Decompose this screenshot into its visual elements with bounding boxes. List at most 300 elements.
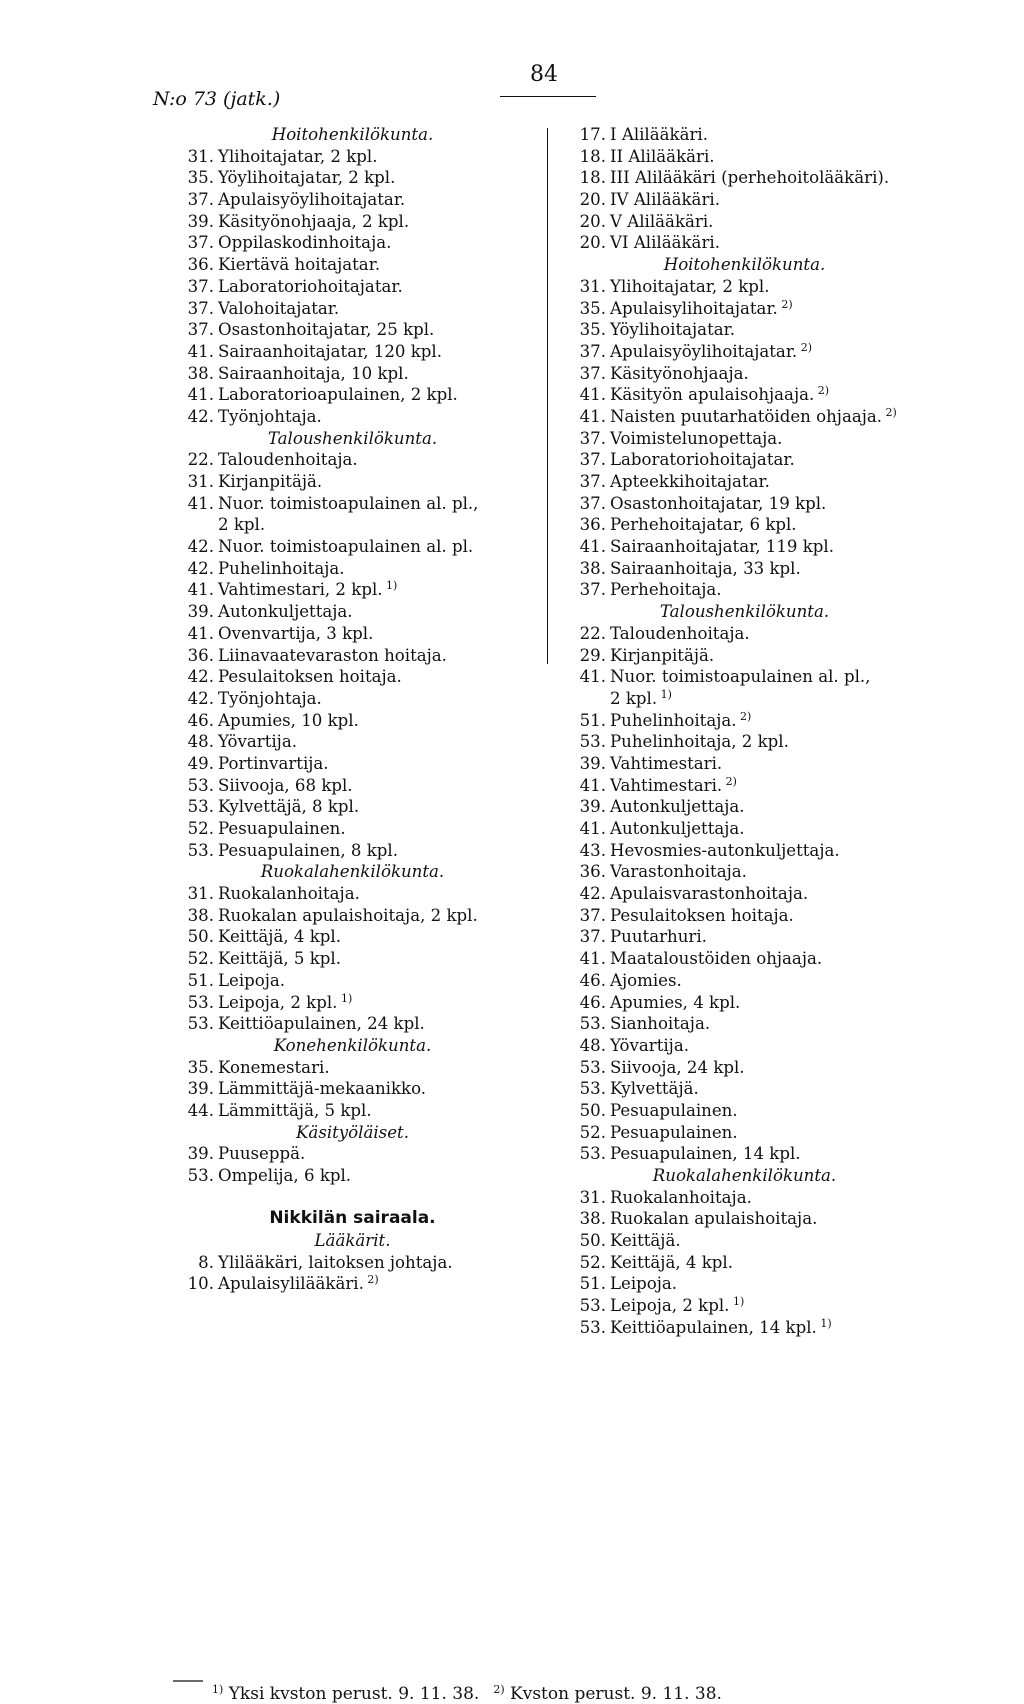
position-title: III Alilääkäri (perhehoitolääkäri). xyxy=(610,168,890,188)
salary-class-number: 52. xyxy=(579,1252,606,1272)
position-title: 2 kpl. $^{1)}$ xyxy=(610,687,672,708)
position-title: Keittiöapulainen, 24 kpl. xyxy=(218,1014,425,1034)
list-item xyxy=(552,775,937,797)
salary-class-number: 31. xyxy=(187,884,214,904)
salary-class-number: 41. xyxy=(579,406,606,426)
list-item xyxy=(160,449,545,471)
page-number: 84 xyxy=(530,62,558,87)
position-title: Laboratorioapulainen, 2 kpl. xyxy=(218,385,458,405)
footnote-mark: 2) xyxy=(797,340,812,354)
list-item xyxy=(160,840,545,862)
footnote-mark: 2) xyxy=(882,405,897,419)
list-item xyxy=(552,883,937,905)
heading-text: Lääkärit. xyxy=(314,1231,391,1251)
list-item xyxy=(552,428,937,450)
salary-class-number: 41. xyxy=(579,775,606,795)
position-title: Taloudenhoitaja. xyxy=(218,450,358,470)
list-item xyxy=(552,493,937,515)
salary-class-number: 41. xyxy=(187,580,214,600)
salary-class-number: 22. xyxy=(187,450,214,470)
salary-class-number: 37. xyxy=(579,580,606,600)
list-item xyxy=(552,363,937,385)
position-title: Ovenvartija, 3 kpl. xyxy=(218,623,374,643)
list-item xyxy=(552,406,937,428)
salary-class-number: 39. xyxy=(187,1144,214,1164)
position-title: Keittiöapulainen, 14 kpl. $^{1)}$ xyxy=(610,1316,832,1337)
footnote-mark: 2) xyxy=(736,709,752,723)
position-title: Sairaanhoitaja, 10 kpl. xyxy=(218,363,409,383)
heading-text: Ruokalahenkilökunta. xyxy=(652,1166,837,1185)
salary-class-number: 37. xyxy=(187,298,214,318)
salary-class-number: 52. xyxy=(579,1122,606,1142)
list-item xyxy=(552,579,937,601)
list-item xyxy=(552,1122,937,1144)
list-item xyxy=(160,319,545,341)
list-item xyxy=(160,948,545,970)
list-item xyxy=(160,146,545,168)
salary-class-number: 38. xyxy=(187,363,214,383)
position-title: Pesuapulainen, 14 kpl. xyxy=(610,1144,801,1164)
section-heading xyxy=(552,1165,937,1187)
salary-class-number: 38. xyxy=(579,1209,606,1229)
heading-text: Taloushenkilökunta. xyxy=(659,602,830,622)
salary-class-number: 42. xyxy=(187,537,214,557)
list-item-continuation xyxy=(160,514,545,536)
list-item xyxy=(160,926,545,948)
list-item xyxy=(160,1013,545,1035)
position-title: Autonkuljettaja. xyxy=(610,797,745,817)
position-title: Voimistelunopettaja. xyxy=(610,428,783,448)
list-item xyxy=(552,645,937,667)
list-item xyxy=(552,124,937,146)
list-item xyxy=(160,905,545,927)
list-item xyxy=(552,1078,937,1100)
list-item xyxy=(160,775,545,797)
list-item xyxy=(160,1252,545,1274)
salary-class-number: 37. xyxy=(187,276,214,296)
list-item xyxy=(552,1295,937,1317)
position-title: Laboratoriohoitajatar. xyxy=(610,450,795,470)
position-title: Ylilääkäri, laitoksen johtaja. xyxy=(218,1252,453,1272)
position-title: Leipoja. xyxy=(610,1274,678,1294)
heading-text: Hoitohenkilökunta. xyxy=(663,255,826,275)
salary-class-number: 50. xyxy=(579,1231,606,1251)
salary-class-number: 41. xyxy=(579,385,606,405)
list-item xyxy=(160,1273,545,1295)
salary-class-number: 41. xyxy=(579,949,606,969)
list-item xyxy=(552,710,937,732)
list-item xyxy=(160,1078,545,1100)
spacer xyxy=(160,1187,545,1209)
list-item xyxy=(552,384,937,406)
salary-class-number: 31. xyxy=(187,472,214,491)
position-title: Ruokalanhoitaja. xyxy=(610,1187,752,1207)
list-item xyxy=(160,645,545,667)
position-title: Apumies, 4 kpl. xyxy=(610,992,741,1012)
salary-class-number: 17. xyxy=(579,125,606,144)
position-title: Pesuapulainen. xyxy=(610,1100,738,1120)
position-title: Pesuapulainen. xyxy=(610,1122,738,1142)
salary-class-number: 37. xyxy=(579,905,606,925)
list-item xyxy=(552,167,937,189)
position-title: Osastonhoitajatar, 25 kpl. xyxy=(218,320,435,340)
position-title: Työnjohtaja. xyxy=(218,688,322,708)
position-title: Nuor. toimistoapulainen al. pl., xyxy=(218,493,479,513)
salary-class-number: 37. xyxy=(579,927,606,947)
salary-class-number: 37. xyxy=(579,363,606,383)
position-title: Lämmittäjä, 5 kpl. xyxy=(218,1100,372,1120)
position-title: Pesuapulainen. xyxy=(218,819,346,838)
section-heading xyxy=(160,1230,545,1252)
position-title: Sianhoitaja. xyxy=(610,1014,711,1034)
footnote-mark: 2) xyxy=(363,1273,379,1287)
salary-class-number: 52. xyxy=(187,819,214,838)
footnote-mark: 2) xyxy=(493,1683,505,1696)
salary-class-number: 44. xyxy=(187,1100,214,1120)
salary-class-number: 51. xyxy=(579,710,606,730)
position-title: Leipoja. xyxy=(218,970,286,990)
list-item xyxy=(552,1013,937,1035)
position-title: Nuor. toimistoapulainen al. pl., xyxy=(610,667,871,687)
salary-class-number: 20. xyxy=(579,190,606,210)
list-item xyxy=(552,1187,937,1209)
position-title: Kylvettäjä, 8 kpl. xyxy=(218,797,360,817)
footnote-mark: 1) xyxy=(337,991,353,1005)
footnote xyxy=(493,1684,722,1704)
list-item xyxy=(552,211,937,233)
list-item xyxy=(552,623,937,645)
salary-class-number: 48. xyxy=(579,1035,606,1055)
salary-class-number: 41. xyxy=(187,493,214,513)
position-title: Naisten puutarhatöiden ohjaaja. $^{2)}$ xyxy=(610,405,897,426)
footnote-rule xyxy=(173,1680,203,1684)
position-title: Liinavaatevaraston hoitaja. xyxy=(218,645,447,665)
salary-class-number: 50. xyxy=(187,927,214,947)
list-item xyxy=(552,861,937,883)
institution-title xyxy=(160,1208,545,1230)
salary-class-number: 53. xyxy=(187,840,214,860)
salary-class-number: 42. xyxy=(579,884,606,904)
list-item xyxy=(552,341,937,363)
position-title: VI Alilääkäri. xyxy=(610,233,720,253)
position-title: Yöylihoitajatar. xyxy=(610,320,736,340)
salary-class-number: 37. xyxy=(579,450,606,470)
position-title: Taloudenhoitaja. xyxy=(610,623,750,643)
list-item xyxy=(552,189,937,211)
list-item xyxy=(160,254,545,276)
salary-class-number: 53. xyxy=(579,732,606,752)
position-title: Ruokalan apulaishoitaja, 2 kpl. xyxy=(218,905,478,925)
section-heading xyxy=(552,254,937,276)
salary-class-number: 53. xyxy=(579,1014,606,1034)
position-title: Perhehoitajatar, 6 kpl. xyxy=(610,515,797,535)
position-title: Kirjanpitäjä. xyxy=(610,645,715,665)
list-item xyxy=(552,146,937,168)
position-title: Pesuapulainen, 8 kpl. xyxy=(218,840,398,860)
position-title: Apulaisyöylihoitajatar. $^{2)}$ xyxy=(610,340,812,361)
position-title: II Alilääkäri. xyxy=(610,146,715,166)
salary-class-number: 46. xyxy=(579,992,606,1012)
salary-class-number: 35. xyxy=(187,168,214,188)
list-item xyxy=(160,623,545,645)
position-title: Vahtimestari. xyxy=(610,753,723,773)
list-item xyxy=(552,796,937,818)
list-item xyxy=(160,493,545,515)
salary-class-number: 51. xyxy=(579,1274,606,1294)
list-item xyxy=(160,276,545,298)
list-item xyxy=(552,1317,937,1339)
footnote-mark: 1) xyxy=(816,1316,832,1330)
salary-class-number: 41. xyxy=(187,341,214,361)
position-title: Kirjanpitäjä. xyxy=(218,472,323,491)
footnote-mark: 1) xyxy=(657,687,672,701)
list-item xyxy=(552,232,937,254)
list-item xyxy=(160,363,545,385)
position-title: Kylvettäjä. xyxy=(610,1079,699,1099)
list-item xyxy=(160,298,545,320)
list-item xyxy=(552,1143,937,1165)
list-item xyxy=(552,319,937,341)
heading-text: Ruokalahenkilökunta. xyxy=(260,862,445,882)
salary-class-number: 37. xyxy=(187,233,214,253)
position-title: Ylihoitajatar, 2 kpl. xyxy=(218,146,378,166)
list-item xyxy=(552,514,937,536)
position-title: Siivooja, 24 kpl. xyxy=(610,1057,745,1077)
heading-text: Konehenkilökunta. xyxy=(273,1035,432,1055)
salary-class-number: 38. xyxy=(187,905,214,925)
position-title: Kiertävä hoitajatar. xyxy=(218,255,381,275)
position-title: IV Alilääkäri. xyxy=(610,190,720,210)
salary-class-number: 49. xyxy=(187,753,214,773)
salary-class-number: 53. xyxy=(187,992,214,1012)
salary-class-number: 46. xyxy=(187,710,214,730)
salary-class-number: 42. xyxy=(187,558,214,578)
salary-class-number: 37. xyxy=(579,341,606,361)
page-number-rule xyxy=(500,96,596,97)
list-item xyxy=(160,883,545,905)
list-item xyxy=(160,211,545,233)
list-item xyxy=(552,905,937,927)
salary-class-number: 39. xyxy=(579,753,606,773)
list-item xyxy=(552,1100,937,1122)
position-title: Apulaisylilääkäri. $^{2)}$ xyxy=(218,1273,379,1294)
position-title: Lämmittäjä-mekaanikko. xyxy=(218,1079,427,1099)
salary-class-number: 53. xyxy=(187,1166,214,1185)
list-item xyxy=(160,558,545,580)
salary-class-number: 43. xyxy=(579,840,606,860)
position-title: Apulaisylihoitajatar. $^{2)}$ xyxy=(610,297,793,318)
left-column xyxy=(160,124,545,1295)
salary-class-number: 41. xyxy=(579,667,606,687)
list-item xyxy=(552,926,937,948)
footnote-mark: 2) xyxy=(722,774,737,788)
list-item xyxy=(160,666,545,688)
list-item xyxy=(552,666,937,688)
position-title: Leipoja, 2 kpl. $^{1)}$ xyxy=(218,991,353,1012)
list-item xyxy=(552,276,937,298)
salary-class-number: 39. xyxy=(187,1079,214,1099)
position-title: Työnjohtaja. xyxy=(218,406,322,426)
position-title: Yövartija. xyxy=(610,1035,689,1055)
position-title: Ylihoitajatar, 2 kpl. xyxy=(610,276,770,296)
position-title: Puhelinhoitaja. $^{2)}$ xyxy=(610,709,752,730)
list-item xyxy=(552,1208,937,1230)
list-item xyxy=(552,840,937,862)
section-heading xyxy=(160,124,545,146)
list-item xyxy=(160,1165,545,1187)
position-title: Keittäjä. xyxy=(610,1231,681,1251)
salary-class-number: 53. xyxy=(187,797,214,817)
position-title: Portinvartija. xyxy=(218,753,329,773)
list-item xyxy=(160,1057,545,1079)
column-divider xyxy=(547,128,548,664)
position-title: Apulaisyöylihoitajatar. xyxy=(218,190,406,210)
list-item xyxy=(160,731,545,753)
position-title: Keittäjä, 4 kpl. xyxy=(610,1252,733,1272)
list-item xyxy=(552,1230,937,1252)
list-item xyxy=(552,948,937,970)
salary-class-number: 20. xyxy=(579,233,606,253)
list-item xyxy=(160,579,545,601)
position-title: V Alilääkäri. xyxy=(610,211,714,231)
salary-class-number: 31. xyxy=(187,146,214,166)
salary-class-number: 37. xyxy=(579,472,606,491)
heading-text: Hoitohenkilökunta. xyxy=(271,125,434,144)
running-head: N:o 73 (jatk.) xyxy=(153,88,281,110)
footnote-mark: 1) xyxy=(729,1295,745,1309)
salary-class-number: 35. xyxy=(579,320,606,340)
salary-class-number: 52. xyxy=(187,949,214,969)
position-title: 2 kpl. xyxy=(218,515,266,535)
list-item xyxy=(160,232,545,254)
position-title: Valohoitajatar. xyxy=(218,298,340,318)
position-title: Ruokalan apulaishoitaja. xyxy=(610,1209,818,1229)
position-title: Puhelinhoitaja. xyxy=(218,558,345,578)
list-item xyxy=(160,1143,545,1165)
salary-class-number: 53. xyxy=(579,1057,606,1077)
list-item xyxy=(160,796,545,818)
footnote-mark: 1) xyxy=(382,579,398,593)
list-item xyxy=(160,341,545,363)
position-title: Siivooja, 68 kpl. xyxy=(218,775,353,795)
position-title: Autonkuljettaja. xyxy=(218,602,353,622)
salary-class-number: 42. xyxy=(187,688,214,708)
list-item xyxy=(160,167,545,189)
salary-class-number: 39. xyxy=(579,797,606,817)
salary-class-number: 36. xyxy=(187,255,214,275)
salary-class-number: 53. xyxy=(187,775,214,795)
list-item xyxy=(160,384,545,406)
salary-class-number: 18. xyxy=(579,146,606,166)
salary-class-number: 31. xyxy=(579,276,606,296)
position-title: Käsityönohjaaja, 2 kpl. xyxy=(218,211,410,231)
position-title: Pesulaitoksen hoitaja. xyxy=(610,905,794,925)
position-title: Osastonhoitajatar, 19 kpl. xyxy=(610,493,827,513)
list-item xyxy=(160,1100,545,1122)
position-title: Vahtimestari. $^{2)}$ xyxy=(610,774,737,795)
position-title: Sairaanhoitajatar, 119 kpl. xyxy=(610,537,834,557)
salary-class-number: 37. xyxy=(579,428,606,448)
position-title: Pesulaitoksen hoitaja. xyxy=(218,667,402,687)
heading-text: Taloushenkilökunta. xyxy=(267,428,438,448)
salary-class-number: 31. xyxy=(579,1187,606,1207)
salary-class-number: 41. xyxy=(187,623,214,643)
section-heading xyxy=(160,428,545,450)
heading-text: Nikkilän sairaala. xyxy=(269,1208,436,1229)
salary-class-number: 41. xyxy=(187,385,214,405)
list-item xyxy=(552,1273,937,1295)
section-heading xyxy=(160,861,545,883)
salary-class-number: 35. xyxy=(187,1057,214,1077)
position-title: Vahtimestari, 2 kpl. $^{1)}$ xyxy=(218,579,398,600)
salary-class-number: 37. xyxy=(187,320,214,340)
position-title: Autonkuljettaja. xyxy=(610,819,745,838)
salary-class-number: 42. xyxy=(187,406,214,426)
salary-class-number: 20. xyxy=(579,211,606,231)
list-item xyxy=(160,753,545,775)
position-title: Oppilaskodinhoitaja. xyxy=(218,233,392,253)
position-title: Varastonhoitaja. xyxy=(610,862,747,882)
salary-class-number: 53. xyxy=(187,1014,214,1034)
position-title: Apteekkihoitajatar. xyxy=(610,472,770,491)
list-item-continuation xyxy=(552,688,937,710)
position-title: Yövartija. xyxy=(218,732,297,752)
position-title: Puutarhuri. xyxy=(610,927,707,947)
salary-class-number: 48. xyxy=(187,732,214,752)
footnote-text: Yksi kvston perust. 9. 11. 38. xyxy=(223,1684,480,1704)
salary-class-number: 42. xyxy=(187,667,214,687)
position-title: Keittäjä, 4 kpl. xyxy=(218,927,341,947)
salary-class-number: 53. xyxy=(579,1079,606,1099)
salary-class-number: 37. xyxy=(187,190,214,210)
list-item xyxy=(160,818,545,840)
salary-class-number: 41. xyxy=(579,819,606,838)
list-item xyxy=(552,558,937,580)
list-item xyxy=(552,731,937,753)
position-title: Puhelinhoitaja, 2 kpl. xyxy=(610,732,789,752)
position-title: Sairaanhoitaja, 33 kpl. xyxy=(610,558,801,578)
salary-class-number: 41. xyxy=(579,537,606,557)
position-title: Apulaisvarastonhoitaja. xyxy=(610,884,809,904)
position-title: Ajomies. xyxy=(610,970,682,990)
list-item xyxy=(160,992,545,1014)
list-item xyxy=(160,406,545,428)
list-item xyxy=(552,1252,937,1274)
footnotes xyxy=(212,1684,736,1704)
footnote-mark: 1) xyxy=(212,1683,224,1696)
footnote-mark: 2) xyxy=(777,297,793,311)
list-item xyxy=(160,970,545,992)
section-heading xyxy=(552,601,937,623)
section-heading xyxy=(160,1035,545,1057)
list-item xyxy=(552,1035,937,1057)
position-title: Leipoja, 2 kpl. $^{1)}$ xyxy=(610,1295,745,1316)
list-item xyxy=(160,471,545,493)
salary-class-number: 29. xyxy=(579,645,606,665)
list-item xyxy=(160,601,545,623)
salary-class-number: 10. xyxy=(187,1274,214,1294)
heading-text: Käsityöläiset. xyxy=(296,1122,409,1142)
salary-class-number: 39. xyxy=(187,602,214,622)
list-item xyxy=(552,753,937,775)
salary-class-number: 46. xyxy=(579,970,606,990)
list-item xyxy=(552,298,937,320)
salary-class-number: 51. xyxy=(187,970,214,990)
position-title: Konemestari. xyxy=(218,1057,330,1077)
list-item xyxy=(552,536,937,558)
footnote-text: Kvston perust. 9. 11. 38. xyxy=(504,1684,722,1704)
list-item xyxy=(160,688,545,710)
